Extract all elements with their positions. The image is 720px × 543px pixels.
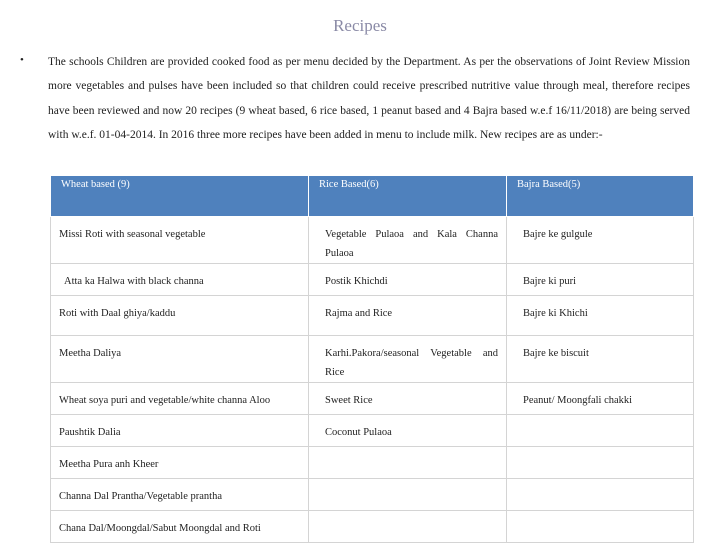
header-rice-based: Rice Based(6) <box>309 176 507 217</box>
table-row <box>51 511 694 543</box>
intro-paragraph: The schools Children are provided cooked food as per menu decided by the Department. As per the observations of Joint Review Mission more vegetables and pulses have been included so that children could receive prescribed nutritive value through meal, therefore recipes have been reviewed and now 20 recipes (9 wheat based, 6 rice based, 1 peanut based and 4 Bajra based w.e.f 16/11/2018) are being served with w.e.f. 01-04-2014. In 2016 three more recipes have been added in menu to include milk. New recipes are as under:- <box>48 56 690 141</box>
table-cell: Bajre ki Khichi <box>507 296 694 336</box>
table-cell <box>507 447 694 479</box>
table-row <box>51 383 694 415</box>
header-wheat-based: Wheat based (9) <box>51 176 309 217</box>
table-cell: Karhi.Pakora/seasonal Vegetable and Rice <box>309 336 507 383</box>
table-cell: Chana Dal/Moongdal/Sabut Moongdal and Roti <box>51 511 309 543</box>
table-cell <box>507 479 694 511</box>
table-cell: Postik Khichdi <box>309 264 507 296</box>
table-cell: Roti with Daal ghiya/kaddu <box>51 296 309 336</box>
table-cell: Paushtik Dalia <box>51 415 309 447</box>
table-cell: Peanut/ Moongfali chakki <box>507 383 694 415</box>
table-cell: Wheat soya puri and vegetable/white channa Aloo <box>51 383 309 415</box>
recipes-table <box>50 175 694 543</box>
table-cell: Meetha Daliya <box>51 336 309 383</box>
page-title: Recipes <box>333 16 387 35</box>
table-row <box>51 479 694 511</box>
table-cell: Meetha Pura anh Kheer <box>51 447 309 479</box>
table-cell: Bajre ke gulgule <box>507 217 694 264</box>
table-cell: Rajma and Rice <box>309 296 507 336</box>
bullet-marker: • <box>20 54 24 66</box>
table-row <box>51 447 694 479</box>
table-cell: Bajre ke biscuit <box>507 336 694 383</box>
table-cell: Channa Dal Prantha/Vegetable prantha <box>51 479 309 511</box>
header-bajra-based: Bajra Based(5) <box>507 176 694 217</box>
table-cell: Bajre ki puri <box>507 264 694 296</box>
table-row <box>51 264 694 296</box>
cell-text: Atta ka Halwa with black channa <box>64 276 204 287</box>
table-cell: Missi Roti with seasonal vegetable <box>51 217 309 264</box>
table-cell: Coconut Pulaoa <box>309 415 507 447</box>
table-cell <box>309 447 507 479</box>
table-row <box>51 296 694 336</box>
table-cell <box>309 511 507 543</box>
table-row <box>51 217 694 264</box>
table-row <box>51 415 694 447</box>
table-cell <box>507 511 694 543</box>
table-cell <box>507 415 694 447</box>
table-cell: Sweet Rice <box>309 383 507 415</box>
table-row <box>51 336 694 383</box>
table-cell: Vegetable Pulaoa and Kala Channa Pulaoa <box>309 217 507 264</box>
table-cell <box>51 264 309 296</box>
table-cell <box>309 479 507 511</box>
table-header-row <box>51 176 694 217</box>
